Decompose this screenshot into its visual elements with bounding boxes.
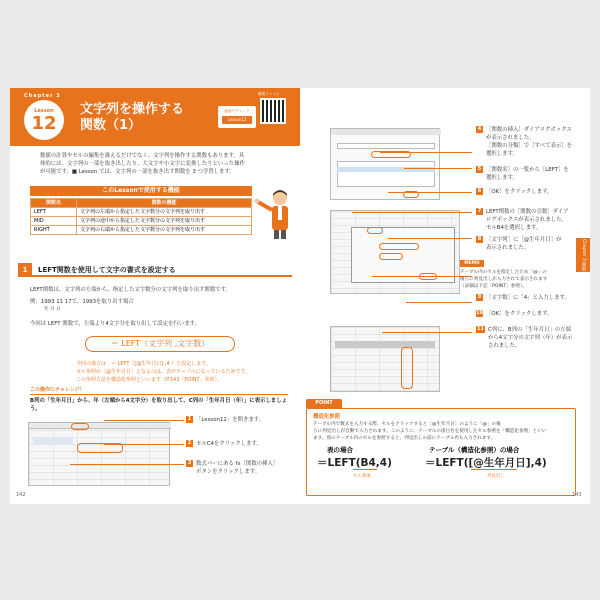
table-cell: 文字列の右端から指定した文字数分の文字列を取り出す: [77, 226, 252, 235]
note-line: セル参照が［@生年月日］となるのは、表がテーブルになっているためです。: [76, 369, 251, 375]
formula-note: [76, 360, 296, 384]
dialog-titlebar: [331, 129, 441, 135]
challenge-label: この操作にチャレンジ！: [30, 387, 85, 393]
step-text: [488, 326, 578, 350]
function-arguments-dialog: [330, 210, 460, 294]
point-line: ます。別のテーブル内のセルを参照すると、列見出しの前にテーブル名も入力されます。: [313, 436, 496, 441]
step-text: セルC4をクリックします。: [196, 441, 262, 447]
step-line: ［関数名］の一覧から［LEFT］を: [486, 167, 569, 173]
step-badge: 4: [477, 126, 482, 132]
section-heading: [18, 263, 292, 277]
case2-label: テーブル（構造化参照）の場合: [429, 446, 520, 454]
table-header-cells: [33, 437, 73, 444]
chapter-label: Chapter 3: [24, 93, 61, 99]
lesson-label: Lesson: [34, 108, 54, 114]
step-badge: 3: [187, 460, 192, 466]
point-title: 構造化参照: [313, 414, 340, 420]
case1-formula: ＝LEFT(B4,4): [317, 457, 392, 469]
step-line: ログボックスが表示されました。: [486, 217, 567, 223]
step-line: ［文字列］に［@生年月日］が: [486, 237, 562, 243]
underline-marker: [353, 469, 377, 470]
note-line: この参照方法を構造化参照といいます（P.143「POINT」参照）。: [76, 377, 223, 383]
instructor-illustration: [254, 188, 298, 240]
memo-badge: MEMO: [460, 260, 484, 267]
formula-bar: [29, 423, 171, 429]
step-text: ［OK］をクリックします。: [486, 311, 553, 317]
step-line: されました。: [488, 343, 521, 349]
step-text: [486, 166, 576, 182]
text-arg-highlight: [379, 243, 419, 250]
arguments-panel: [351, 227, 455, 283]
step-line: 選択します。: [486, 151, 518, 157]
step-text: 数式バーにある fx［関数の挿入］: [196, 461, 279, 467]
step-line: C列に、B列の「生年月日」の左端: [488, 327, 571, 333]
case2-note: 列見出し: [487, 474, 505, 479]
memo-line: （詳細は下記「POINT」参照）。: [460, 284, 527, 289]
step-badge: 6: [477, 188, 482, 194]
result-screenshot: [330, 326, 440, 392]
memo-line: テーブル内のセルを指定したため「@」の: [460, 270, 547, 275]
step-text: ［OK］をクリックします。: [486, 189, 553, 195]
step-badge: 9: [477, 294, 482, 300]
function-list: [337, 161, 435, 187]
task-text: B列の「生年月日」から、年（左端から4文字分）を取り出して、C列の「生年月日（年）」に表示しましょう。: [30, 398, 287, 412]
lesson-title-line1: 文字列を操作する: [80, 102, 185, 117]
step-badge: 8: [477, 236, 482, 242]
case2-formula: ＝LEFT([@生年月日],4): [425, 457, 547, 469]
point-badge: POINT: [306, 399, 342, 408]
body-text-1: LEFT関数は、文字列の左端から、指定した文字数分の文字列を取り出す関数です。: [30, 287, 231, 293]
feature-band: このLessonで使用する機能: [30, 186, 252, 196]
search-field: [337, 143, 435, 149]
callout-line: [388, 192, 472, 193]
result-column-highlight: [401, 347, 413, 389]
table-cell: RIGHT: [31, 226, 77, 235]
table-header: 関数の機能: [77, 199, 252, 208]
table-cell: MID: [31, 217, 77, 226]
lesson-title-line2: 関数（1）: [80, 118, 142, 133]
page-number: 143: [572, 492, 582, 498]
intro-line: 体的には、文字列の一部を抜き出したり、大文字や小文字に変換したりといった操作: [40, 161, 245, 167]
video-badge: [218, 106, 256, 128]
step-line: ［関数の分類］で［すべて表示］を: [486, 143, 573, 149]
example-sub: 年 月 日: [44, 307, 61, 312]
note-line: 今回の場合は ＝ LEFT（[@生年月日] ,4 ）と設定します。: [76, 361, 211, 367]
step-badge: 10: [476, 310, 483, 316]
video-caption: 動画でチェック: [224, 109, 250, 113]
table-row: [31, 226, 252, 235]
step-badge: 11: [477, 326, 484, 332]
step-badge: 2: [187, 440, 192, 446]
section-title: LEFT関数を使用して文字の書式を設定する: [38, 266, 176, 274]
qr-label: 練習ファイル: [258, 92, 280, 96]
memo-line: 後ろに列見出しが入力されて表示されます: [460, 277, 548, 282]
function-syntax: ＝ LEFT（文字列 ,文字数）: [85, 336, 235, 352]
callout-line: [380, 152, 472, 153]
chapter-side-tab: Chapter 3 関数: [576, 238, 590, 272]
callout-line: [382, 332, 472, 333]
example-text: 例：1993 11 17で、1993を取り出す場合: [30, 299, 134, 305]
table-row: [31, 217, 252, 226]
step-text: 「Lesson12」を開きます。: [196, 417, 265, 423]
memo-text: [460, 269, 572, 290]
step-line: 選択します。: [486, 175, 518, 181]
insert-function-dialog: [330, 128, 440, 200]
callout-line: [406, 302, 472, 303]
b4-highlight: [367, 227, 383, 234]
step-text: ボタンをクリックします。: [196, 469, 261, 475]
callout-line: [352, 212, 472, 213]
callout-line: [104, 420, 184, 421]
function-table: [30, 198, 252, 235]
page-number: 142: [16, 492, 26, 498]
underline-marker: [471, 469, 517, 470]
fx-button-highlight: [71, 423, 89, 430]
step-badge: 1: [187, 416, 192, 422]
step-badge: 7: [477, 208, 482, 214]
step-text: [486, 236, 576, 252]
callout-line: [104, 444, 184, 445]
excel-screenshot: [28, 422, 170, 486]
step-badge: 5: [477, 166, 482, 172]
lesson-title: [80, 102, 184, 134]
callout-line: [372, 276, 472, 277]
table-header-cells: [335, 341, 435, 348]
callout-line: [70, 464, 184, 465]
body-text-2: 今回は LEFT 関数で、左端より4文字分を取り出して設定を行います。: [30, 321, 200, 327]
case1-note: セル番地: [353, 474, 371, 479]
intro-text: [40, 152, 295, 176]
lesson-number: 12: [31, 113, 57, 134]
step-line: 表示されました。: [486, 245, 530, 251]
intro-line: 数値の計算やセルの編集を扱えるだけでなく、文字列を操作する関数もあります。具: [40, 153, 245, 159]
lesson-badge: [24, 100, 64, 140]
step-line: セルB4を選択します。: [486, 225, 542, 231]
num-chars-highlight: [379, 253, 403, 260]
table-header: 関数名: [31, 199, 77, 208]
step-line: ［関数の挿入］ダイアログボックス: [486, 127, 572, 133]
callout-line: [388, 238, 472, 239]
right-page: [300, 88, 590, 504]
section-number: 1: [18, 263, 32, 277]
point-line: テーブル内で数式を入力する際、セルをクリックすると［@生年月日］のように「@」の後: [313, 422, 501, 427]
step-text: [486, 126, 576, 158]
step-line: から4文字分の文字列（年）が表示: [488, 335, 573, 341]
divider: [30, 394, 288, 395]
table-cell: 文字列の途中から指定した文字数分の文字列を取り出す: [77, 217, 252, 226]
point-text: [313, 421, 573, 442]
intro-line: が可能です。■ Lesson では、文字列の一部を抜き出す関数を 3 つ学習します。: [40, 169, 235, 175]
point-line: ろに列見出しが自動で入力されます。このように、テーブルの項目名を使用したセル参照を「構造化参照」といい: [313, 429, 547, 434]
left-page: [10, 88, 300, 504]
table-row: [31, 208, 252, 217]
step-text: ［文字数］に「4」と入力します。: [486, 295, 570, 301]
table-cell: LEFT: [31, 208, 77, 217]
case1-label: 表の場合: [327, 446, 353, 454]
video-button: Lesson12: [222, 116, 252, 124]
step-line: が表示されました。: [486, 135, 535, 141]
callout-line: [404, 168, 472, 169]
qr-code-icon: [260, 98, 286, 124]
lesson-header: [10, 88, 300, 146]
step-text: [486, 208, 576, 232]
step-line: LEFT関数の［関数の引数］ダイア: [486, 209, 569, 215]
point-box: [306, 408, 576, 496]
table-header-row: [31, 199, 252, 208]
table-cell: 文字列の左端から指定した文字数分の文字列を取り出す: [77, 208, 252, 217]
